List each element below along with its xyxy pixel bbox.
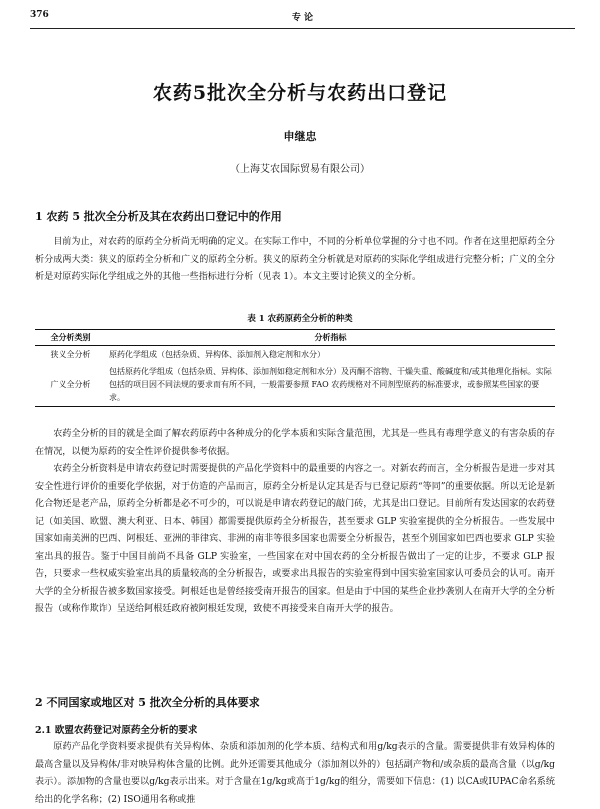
table-cell-indicators: 包括原药化学组成（包括杂质、异构体、添加剂如稳定剂和水分）及丙酮不溶物、干燥失重、酸碱度和/或其他理化指标。实际包括的项目因不同法规的要求而有所不同，一般需要参照 FAO 农药规格对不同剂型原药的标准要求，或参照某些国家的要求。 xyxy=(106,363,555,407)
section-1-paragraph-3: 农药全分析资料是申请农药登记时需要提供的产品化学资料中的最重要的内容之一。对新农药而言，全分析报告是进一步对其安全性进行评价的重要化学依据，对于仿造的产品而言，原药全分析是认定其是否与已登记原药“等同”的重要依据。所以无论是新化合物还是老产品，原药全分析都是必不可少的，可以说是申请农药登记的敲门砖，尤其是出口登记。目前所有发达国家的农药登记（如美国、欧盟、澳大利亚、日本、韩国）都需要提供原药全分析报告，甚至要求 GLP 实验室提供的全分析报告。一些发展中国家如南美洲的巴西、阿根廷、亚洲的菲律宾、非洲的南非等很多国家也需要全分析报告，甚至个别国家如巴西也要求 GLP 实验室出具的报告。鉴于中国目前尚不具备 GLP 实验室，一些国家在对中国农药的全分析报告做出了一定的让步，不要求 GLP 报告，只要求一些权威实验室出具的质量较高的全分析报告，或要求出具报告的实验室得到中国实验室国家认可委员会的认可。南开大学的全分析报告被多数国家接受。阿根廷也是曾经接受南开报告的国家。但是由于中国的某些企业抄袭别人在南开大学的全分析报告（或称作欺诈）呈送给阿根廷政府被阿根廷发现，致使不再接受来自南开大学的报告。 xyxy=(35,464,555,614)
table-header-row xyxy=(35,330,555,346)
table-row xyxy=(35,346,555,364)
table-cell-category: 狭义全分析 xyxy=(50,350,91,359)
table-row xyxy=(35,363,555,407)
table-header-category: 全分析类别 xyxy=(35,330,106,346)
analysis-types-table xyxy=(35,329,555,407)
table-caption: 表 1 农药原药全分析的种类 xyxy=(247,314,353,324)
article-title: 农药5批次全分析与农药出口登记 xyxy=(152,82,448,104)
running-header xyxy=(30,10,575,29)
table-cell-category: 广义全分析 xyxy=(35,363,106,407)
section-2-1-paragraph: 原药产品化学资料要求提供有关异构体、杂质和添加剂的化学本质、结构式和用g/kg表示的含量。需要提供非有效异构体的最高含量以及异构体/非对映异构体含量的比例。此外还需要其他成分（添加剂以外的）包括副产物和/或杂质的最高含量（以g/kg表示）。添加物的含量也要以g/kg表示出来。对于含量在1g/kg或高于1g/kg的组分，需要如下信息：(1) 以CA或IUPAC命名系统给出的化学名称；(2) ISO通用名称或推 xyxy=(35,742,555,805)
page-number: 376 xyxy=(30,10,49,20)
table-header-indicators: 分析指标 xyxy=(106,330,555,346)
section-1-paragraph-2: 农药全分析的目的就是全面了解农药原药中各种成分的化学本质和实际含量范围，尤其是一些具有毒理学意义的有害杂质的存在情况，以便为原药的安全性评价提供参考依据。 xyxy=(35,429,555,457)
section-1-paragraph-1: 目前为止，对农药的原药全分析尚无明确的定义。在实际工作中，不同的分析单位掌握的分寸也不同。作者在这里把原药全分析分成两大类：狭义的原药全分析和广义的原药全分析。狭义的原药全分析就是对原药的实际化学组成进行完整分析；广义的全分析是对原药实际化学组成之外的其他一些指标进行分析（见表 1）。本文主要讨论狭义的全分析。 xyxy=(35,237,555,282)
journal-section-label: 专 论 xyxy=(291,13,314,23)
author-name: 申继忠 xyxy=(283,130,317,143)
table-cell-indicators: 原药化学组成（包括杂质、异构体、添加剂入稳定剂和水分） xyxy=(109,350,325,359)
section-1-heading: 1 农药 5 批次全分析及其在农药出口登记中的作用 xyxy=(35,210,282,223)
author-affiliation: （上海艾农国际贸易有限公司） xyxy=(230,164,370,175)
subsection-2-1-heading: 2.1 欧盟农药登记对原药全分析的要求 xyxy=(35,725,198,736)
section-2-heading: 2 不同国家或地区对 5 批次全分析的具体要求 xyxy=(35,696,260,709)
